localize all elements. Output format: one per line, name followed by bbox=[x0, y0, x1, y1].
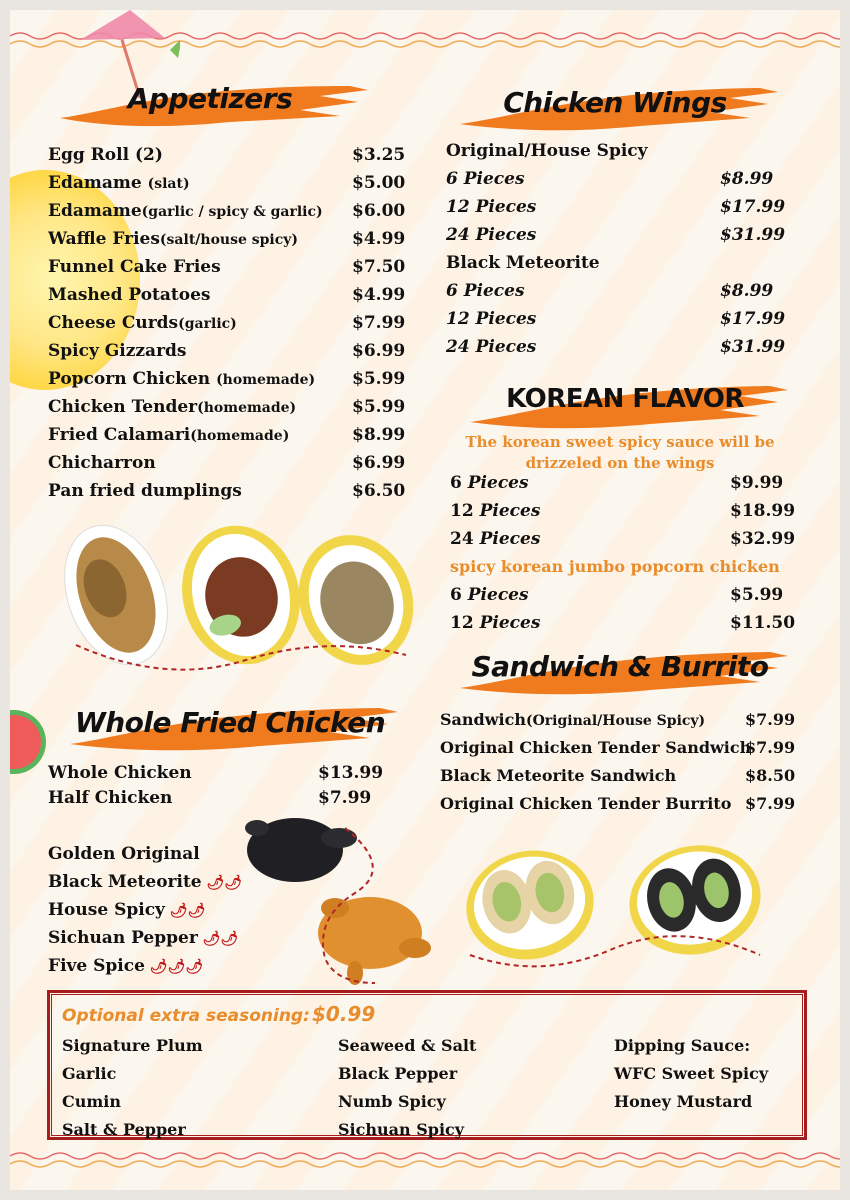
item-name: Chicken Tender bbox=[48, 397, 198, 417]
item-price: $6.99 bbox=[352, 453, 406, 473]
whole-chicken-name: Half Chicken bbox=[48, 788, 173, 808]
sandwich-price: $7.99 bbox=[745, 794, 796, 813]
item-name: Waffle Fries bbox=[48, 229, 160, 249]
dipping-sauce-heading: Dipping Sauce: bbox=[614, 1036, 751, 1055]
wing-price: $8.99 bbox=[720, 169, 774, 189]
seasoning-item: Garlic bbox=[62, 1064, 117, 1083]
flavor-row bbox=[48, 953, 203, 979]
menu-card bbox=[10, 10, 840, 1190]
chili-pepper-icon: 🌶🌶 bbox=[197, 931, 239, 947]
flavor-row bbox=[48, 841, 200, 867]
wing-price: $31.99 bbox=[720, 225, 786, 245]
item-name: Popcorn Chicken bbox=[48, 369, 217, 389]
wing-row bbox=[446, 278, 806, 304]
korean-quantity-unit: Pieces bbox=[461, 473, 529, 493]
menu-item-row bbox=[48, 450, 408, 476]
item-price: $6.00 bbox=[352, 201, 406, 221]
item-name: Fried Calamari bbox=[48, 425, 191, 445]
whole-chicken-row bbox=[48, 760, 388, 786]
korean-popcorn-label: spicy korean jumbo popcorn chicken bbox=[450, 557, 780, 576]
chili-pepper-icon: 🌶🌶 bbox=[164, 903, 206, 919]
chili-pepper-icon: 🌶🌶🌶 bbox=[144, 959, 204, 975]
item-price: $7.50 bbox=[352, 257, 406, 277]
item-price: $7.99 bbox=[352, 313, 406, 333]
whole-fried-chicken-title: Whole Fried Chicken bbox=[60, 696, 400, 756]
menu-item-row bbox=[48, 226, 408, 252]
korean-description bbox=[440, 432, 800, 474]
wing-quantity: 24 Pieces bbox=[446, 337, 537, 357]
flavor-row bbox=[48, 897, 205, 923]
seasoning-item: Signature Plum bbox=[62, 1036, 203, 1055]
sandwich-row bbox=[440, 791, 820, 817]
korean-row bbox=[450, 498, 810, 524]
item-note: (homemade) bbox=[216, 372, 316, 388]
item-price: $4.99 bbox=[352, 285, 406, 305]
bottom-wave-border bbox=[10, 1150, 840, 1172]
menu-item-row bbox=[48, 142, 408, 168]
sandwich-price: $7.99 bbox=[745, 710, 796, 729]
item-note: (slat) bbox=[147, 176, 190, 192]
item-price: $6.99 bbox=[352, 341, 406, 361]
appetizer-food-photos bbox=[46, 515, 426, 680]
wing-quantity: 6 Pieces bbox=[446, 169, 525, 189]
sandwich-burrito-title: Sandwich & Burrito bbox=[450, 640, 790, 700]
dipping-sauce-item: Honey Mustard bbox=[614, 1092, 753, 1111]
item-price: $5.99 bbox=[352, 369, 406, 389]
item-price: $4.99 bbox=[352, 229, 406, 249]
korean-quantity-number: 6 bbox=[450, 585, 462, 605]
korean-quantity-number: 6 bbox=[450, 473, 462, 493]
sandwich-name: Original Chicken Tender Burrito bbox=[440, 794, 732, 813]
flavor-name: Sichuan Pepper bbox=[48, 928, 198, 948]
item-note: (homemade) bbox=[190, 428, 290, 444]
dipping-sauce-item: WFC Sweet Spicy bbox=[614, 1064, 769, 1083]
seasoning-item: Black Pepper bbox=[338, 1064, 458, 1083]
seasoning-item: Seaweed & Salt bbox=[338, 1036, 477, 1055]
item-name: Egg Roll (2) bbox=[48, 145, 163, 165]
item-note: (garlic) bbox=[178, 316, 237, 332]
item-note: (salt/house spicy) bbox=[159, 232, 299, 248]
sandwich-name: Sandwich bbox=[440, 710, 526, 729]
korean-price: $18.99 bbox=[730, 501, 796, 521]
korean-quantity-unit: Pieces bbox=[473, 501, 541, 521]
item-note: (homemade) bbox=[197, 400, 297, 416]
wing-quantity: 6 Pieces bbox=[446, 281, 525, 301]
wing-price: $17.99 bbox=[720, 309, 786, 329]
menu-item-row bbox=[48, 478, 408, 504]
seasoning-price: $0.99 bbox=[312, 1002, 376, 1026]
menu-item-row bbox=[48, 366, 408, 392]
chicken-wings-title: Chicken Wings bbox=[450, 76, 780, 136]
wing-row bbox=[446, 306, 806, 332]
item-name: Cheese Curds bbox=[48, 313, 179, 333]
item-name: Edamame bbox=[48, 173, 148, 193]
item-price: $8.99 bbox=[352, 425, 406, 445]
menu-item-row bbox=[48, 310, 408, 336]
sandwich-row bbox=[440, 735, 820, 761]
korean-price: $32.99 bbox=[730, 529, 796, 549]
watermelon-decoration bbox=[10, 710, 46, 774]
whole-chicken-name: Whole Chicken bbox=[48, 763, 192, 783]
korean-price: $9.99 bbox=[730, 473, 784, 493]
item-name: Chicharron bbox=[48, 453, 156, 473]
item-price: $5.00 bbox=[352, 173, 406, 193]
korean-flavor-title: KOREAN FLAVOR bbox=[460, 374, 790, 434]
flavor-row bbox=[48, 869, 242, 895]
flavor-name: Five Spice bbox=[48, 956, 145, 976]
menu-item-row bbox=[48, 338, 408, 364]
wing-row bbox=[446, 166, 806, 192]
korean-price: $11.50 bbox=[730, 613, 796, 633]
korean-quantity-number: 24 bbox=[450, 529, 474, 549]
appetizers-title: Appetizers bbox=[50, 72, 370, 132]
seasoning-item: Numb Spicy bbox=[338, 1092, 446, 1111]
korean-description-line-2: drizzeled on the wings bbox=[525, 454, 715, 472]
sandwich-note: (Original/House Spicy) bbox=[525, 713, 706, 729]
sandwich-row bbox=[440, 763, 820, 789]
menu-item-row bbox=[48, 198, 408, 224]
item-price: $3.25 bbox=[352, 145, 406, 165]
korean-quantity-unit: Pieces bbox=[473, 613, 541, 633]
flavor-row bbox=[48, 925, 238, 951]
flavor-name: Black Meteorite bbox=[48, 872, 202, 892]
wing-quantity: 12 Pieces bbox=[446, 197, 537, 217]
sandwich-name: Original Chicken Tender Sandwich bbox=[440, 738, 752, 757]
wing-quantity: 24 Pieces bbox=[446, 225, 537, 245]
item-name: Pan fried dumplings bbox=[48, 481, 242, 501]
sandwich-food-photos bbox=[460, 815, 780, 985]
korean-quantity-unit: Pieces bbox=[473, 529, 541, 549]
sandwich-price: $7.99 bbox=[745, 738, 796, 757]
korean-quantity-number: 12 bbox=[450, 501, 474, 521]
whole-chicken-price: $13.99 bbox=[318, 763, 384, 783]
wing-price: $17.99 bbox=[720, 197, 786, 217]
wing-price: $8.99 bbox=[720, 281, 774, 301]
item-name: Funnel Cake Fries bbox=[48, 257, 221, 277]
item-name: Mashed Potatoes bbox=[48, 285, 211, 305]
korean-row bbox=[450, 470, 810, 496]
wing-quantity: 12 Pieces bbox=[446, 309, 537, 329]
item-note: (garlic / spicy & garlic) bbox=[141, 204, 323, 220]
sandwich-name: Black Meteorite Sandwich bbox=[440, 766, 677, 785]
chili-pepper-icon: 🌶🌶 bbox=[201, 875, 243, 891]
wing-row bbox=[446, 222, 806, 248]
korean-price: $5.99 bbox=[730, 585, 784, 605]
menu-item-row bbox=[48, 170, 408, 196]
korean-description-line-1: The korean sweet spicy sauce will be bbox=[465, 433, 775, 451]
korean-row bbox=[450, 610, 810, 636]
seasoning-item: Cumin bbox=[62, 1092, 122, 1111]
flavor-name: House Spicy bbox=[48, 900, 165, 920]
sandwich-price: $8.50 bbox=[745, 766, 796, 785]
whole-chicken-price: $7.99 bbox=[318, 788, 372, 808]
korean-quantity-unit: Pieces bbox=[461, 585, 529, 605]
wings-meteorite-label: Black Meteorite bbox=[446, 253, 600, 273]
sandwich-row bbox=[440, 707, 820, 733]
korean-quantity-number: 12 bbox=[450, 613, 474, 633]
wing-price: $31.99 bbox=[720, 337, 786, 357]
item-name: Edamame bbox=[48, 201, 142, 221]
item-price: $6.50 bbox=[352, 481, 406, 501]
seasoning-heading: Optional extra seasoning: bbox=[62, 1006, 310, 1026]
flavor-name: Golden Original bbox=[48, 844, 200, 864]
wings-original-label: Original/House Spicy bbox=[446, 141, 648, 161]
whole-chicken-photos bbox=[235, 808, 435, 988]
menu-item-row bbox=[48, 254, 408, 280]
menu-item-row bbox=[48, 394, 408, 420]
korean-row bbox=[450, 526, 810, 552]
korean-row bbox=[450, 582, 810, 608]
seasoning-item: Sichuan Spicy bbox=[338, 1120, 465, 1139]
seasoning-item: Salt & Pepper bbox=[62, 1120, 186, 1139]
item-price: $5.99 bbox=[352, 397, 406, 417]
item-name: Spicy Gizzards bbox=[48, 341, 187, 361]
wing-row bbox=[446, 334, 806, 360]
menu-item-row bbox=[48, 422, 408, 448]
menu-item-row bbox=[48, 282, 408, 308]
wing-row bbox=[446, 194, 806, 220]
